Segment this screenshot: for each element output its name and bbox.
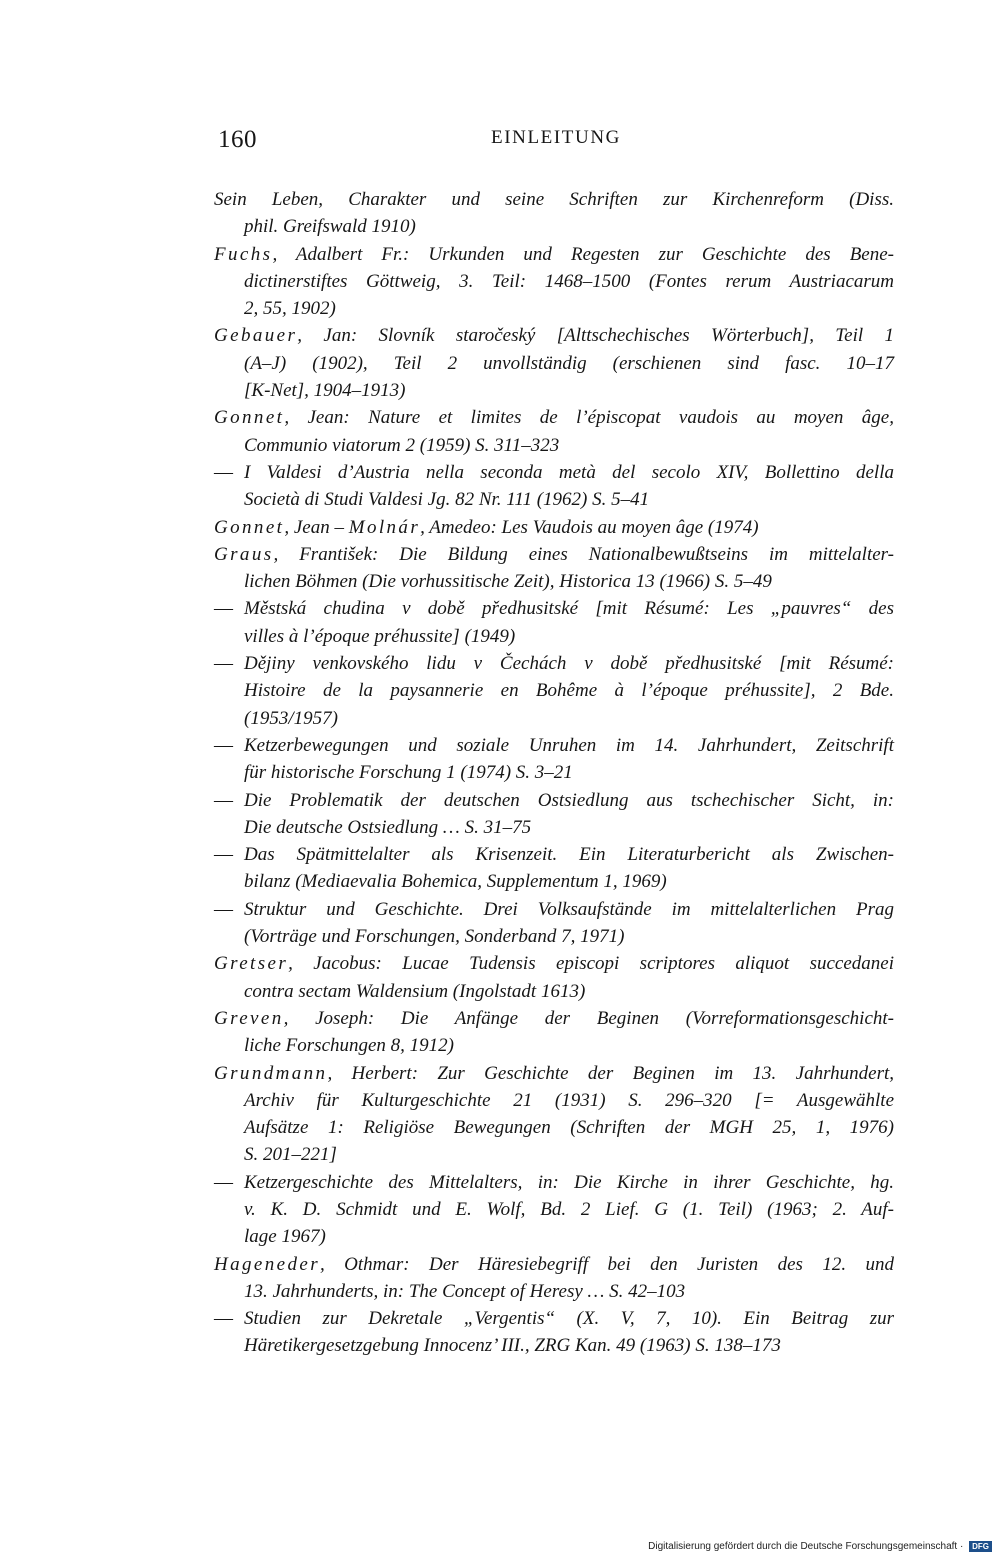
entry-first-line	[214, 322, 894, 349]
bibliography-entry	[214, 787, 894, 842]
entry-continuation-line	[214, 377, 894, 404]
entry-first-line	[214, 1060, 894, 1087]
bibliography-entry	[214, 322, 894, 404]
entry-text: , Herbert: Zur Geschichte der Beginen im 13. Jahrhundert,	[327, 1062, 894, 1084]
entry-continuation-line	[214, 1032, 894, 1059]
entry-first-line	[214, 787, 894, 814]
entry-text: Struktur und Geschichte. Drei Volksaufstände im mittelalterlichen Prag	[244, 898, 894, 920]
entry-first-line	[214, 896, 894, 923]
bibliography-entry	[214, 404, 894, 459]
entry-text: , Othmar: Der Häresiebegriff bei den Juristen des 12. und	[320, 1253, 894, 1275]
entry-author: Gonnet	[214, 407, 285, 429]
ditto-dash: —	[214, 734, 233, 756]
entry-text: (A–J) (1902), Teil 2 unvollständig (erschienen sind fasc. 10–17	[244, 352, 894, 374]
running-head: EINLEITUNG	[491, 127, 621, 148]
entry-continuation-line	[214, 623, 894, 650]
entry-author: Hageneder	[214, 1253, 321, 1275]
ditto-dash: —	[214, 898, 233, 920]
entry-first-line	[214, 1005, 894, 1032]
entry-text: , Jan: Slovník staročeský [Alttschechisches Wörterbuch], Teil 1	[297, 325, 894, 347]
entry-text: liche Forschungen 8, 1912)	[244, 1035, 455, 1057]
entry-author: Fuchs	[214, 243, 273, 265]
entry-text: , František: Die Bildung eines Nationalbewußtseins im mittelalter-	[273, 543, 894, 565]
entry-author: Molnár	[348, 516, 421, 538]
entry-continuation-line	[214, 814, 894, 841]
entry-continuation-line	[214, 1332, 894, 1359]
entry-text: Sein Leben, Charakter und seine Schriften zur Kirchenreform (Diss.	[214, 189, 894, 210]
entry-author: Greven	[214, 1007, 284, 1029]
entry-text: für historische Forschung 1 (1974) S. 3–21	[244, 762, 573, 784]
entry-text: Studien zur Dekretale „Vergentis“ (X. V, 7, 10). Ein Beitrag zur	[244, 1308, 894, 1330]
entry-text: v. K. D. Schmidt und E. Wolf, Bd. 2 Lief. G (1. Teil) (1963; 2. Auf-	[244, 1198, 894, 1220]
entry-text: bilanz (Mediaevalia Bohemica, Supplementum 1, 1969)	[244, 871, 667, 893]
bibliography-entry	[214, 1060, 894, 1169]
entry-text: Häretikergesetzgebung Innocenz’ III., ZRG Kan. 49 (1963) S. 138–173	[244, 1335, 781, 1357]
entry-text: dictinerstiftes Göttweig, 3. Teil: 1468–1500 (Fontes rerum Austriacarum	[244, 270, 894, 292]
ditto-dash: —	[214, 598, 233, 620]
entry-author: Gonnet	[214, 516, 285, 538]
entry-first-line	[214, 541, 894, 568]
entry-text: , Jacobus: Lucae Tudensis episcopi scriptores aliquot succedanei	[288, 953, 894, 975]
entry-continuation-line	[214, 923, 894, 950]
bibliography-entry	[214, 896, 894, 951]
entry-text: Archiv für Kulturgeschichte 21 (1931) S. 296–320 [= Ausgewählte	[244, 1089, 894, 1111]
entry-continuation-line	[214, 1196, 894, 1223]
entry-continuation-line	[214, 868, 894, 895]
entry-continuation-line	[214, 759, 894, 786]
bibliography-entry	[214, 514, 894, 541]
entry-text: Městská chudina v době předhusitské [mit Résumé: Les „pauvres“ des	[244, 598, 894, 620]
entry-text: contra sectam Waldensium (Ingolstadt 1613)	[244, 980, 586, 1002]
entry-continuation-line	[214, 1141, 894, 1168]
dfg-logo: DFG	[969, 1541, 992, 1552]
entry-continuation-line	[214, 1114, 894, 1141]
entry-text: lichen Böhmen (Die vorhussitische Zeit), Historica 13 (1966) S. 5–49	[244, 571, 772, 593]
entry-first-line	[214, 595, 894, 622]
entry-first-line	[214, 841, 894, 868]
entry-text: Das Spätmittelalter als Krisenzeit. Ein Literaturbericht als Zwischen-	[244, 844, 894, 866]
digitization-credit	[648, 1541, 992, 1552]
ditto-dash: —	[214, 1171, 233, 1193]
entry-text: , Joseph: Die Anfänge der Beginen (Vorreformationsgeschicht-	[283, 1007, 894, 1029]
entry-first-line	[214, 732, 894, 759]
entry-first-line	[214, 1305, 894, 1332]
entry-continuation-line	[214, 486, 894, 513]
entry-text: phil. Greifswald 1910)	[244, 216, 416, 238]
entry-text: Ketzerbewegungen und soziale Unruhen im 14. Jahrhundert, Zeitschrift	[244, 734, 894, 756]
bibliography-entry	[214, 459, 894, 514]
entry-author: Gretser	[214, 953, 289, 975]
ditto-dash: —	[214, 1308, 233, 1330]
entry-text: Dějiny venkovského lidu v Čechách v době předhusitské [mit Résumé:	[244, 653, 894, 675]
bibliography-entry	[214, 1005, 894, 1060]
entry-continuation-line	[214, 677, 894, 704]
credit-text: Digitalisierung gefördert durch die Deutsche Forschungsgemeinschaft ·	[648, 1541, 964, 1552]
entry-text: (Vorträge und Forschungen, Sonderband 7, 1971)	[244, 926, 625, 948]
bibliography-entry	[214, 732, 894, 787]
entry-first-line	[214, 650, 894, 677]
bibliography-entry	[214, 1305, 894, 1360]
entry-continuation-line	[214, 268, 894, 295]
bibliography-entry	[214, 650, 894, 732]
entry-author: Gebauer	[214, 325, 298, 347]
page-number: 160	[218, 126, 257, 153]
entry-continuation-line	[214, 1278, 894, 1305]
entry-continuation-line	[214, 705, 894, 732]
ditto-dash: —	[214, 653, 233, 675]
bibliography-entry	[214, 541, 894, 596]
page-header	[218, 126, 894, 160]
entry-text: Die deutsche Ostsiedlung … S. 31–75	[244, 816, 532, 838]
entry-text: S. 201–221]	[244, 1144, 337, 1166]
entry-first-line	[214, 1169, 894, 1196]
entry-text: Aufsätze 1: Religiöse Bewegungen (Schriften der MGH 25, 1, 1976)	[244, 1117, 894, 1139]
bibliography-entry	[214, 595, 894, 650]
entry-text: Histoire de la paysannerie en Bohême à l’époque préhussite], 2 Bde.	[244, 680, 894, 702]
entry-continuation-line	[214, 350, 894, 377]
bibliography-entry	[214, 1169, 894, 1251]
entry-text: Ketzergeschichte des Mittelalters, in: Die Kirche in ihrer Geschichte, hg.	[244, 1171, 894, 1193]
entry-text: [K-Net], 1904–1913)	[244, 380, 406, 402]
entry-text: lage 1967)	[244, 1226, 326, 1248]
bibliography-entry	[214, 841, 894, 896]
entry-text: , Adalbert Fr.: Urkunden und Regesten zur Geschichte des Bene-	[272, 243, 894, 265]
bibliography-list	[214, 186, 894, 1360]
entry-text: I Valdesi d’Austria nella seconda metà del secolo XIV, Bollettino della	[244, 461, 894, 483]
entry-continuation-line	[214, 568, 894, 595]
entry-first-line	[214, 404, 894, 431]
ditto-dash: —	[214, 461, 233, 483]
entry-text: Die Problematik der deutschen Ostsiedlung aus tschechischer Sicht, in:	[244, 789, 894, 811]
entry-continuation-line	[214, 213, 894, 240]
entry-text: , Jean: Nature et limites de l’épiscopat vaudois au moyen âge,	[284, 407, 894, 429]
entry-text: 2, 55, 1902)	[244, 298, 336, 320]
entry-continuation-line	[214, 432, 894, 459]
entry-first-line	[214, 1251, 894, 1278]
bibliography-entry	[214, 1251, 894, 1306]
entry-author: Graus	[214, 543, 274, 565]
entry-continuation-line	[214, 1223, 894, 1250]
ditto-dash: —	[214, 789, 233, 811]
entry-first-line	[214, 950, 894, 977]
entry-text: Società di Studi Valdesi Jg. 82 Nr. 111 (1962) S. 5–41	[244, 489, 650, 511]
entry-first-line	[214, 186, 894, 213]
bibliography-entry	[214, 950, 894, 1005]
ditto-dash: —	[214, 844, 233, 866]
entry-text: villes à l’époque préhussite] (1949)	[244, 625, 516, 647]
entry-author: Grundmann	[214, 1062, 328, 1084]
entry-continuation-line	[214, 295, 894, 322]
bibliography-entry	[214, 186, 894, 241]
bibliography-entry	[214, 241, 894, 323]
entry-first-line	[214, 514, 894, 541]
entry-text: (1953/1957)	[244, 707, 338, 729]
entry-text: Communio viatorum 2 (1959) S. 311–323	[244, 434, 560, 456]
entry-continuation-line	[214, 978, 894, 1005]
entry-text: , Amedeo: Les Vaudois au moyen âge (1974)	[420, 516, 759, 538]
entry-text: , Jean –	[284, 516, 349, 538]
entry-first-line	[214, 459, 894, 486]
entry-text: 13. Jahrhunderts, in: The Concept of Heresy … S. 42–103	[244, 1280, 686, 1302]
entry-first-line	[214, 241, 894, 268]
entry-continuation-line	[214, 1087, 894, 1114]
